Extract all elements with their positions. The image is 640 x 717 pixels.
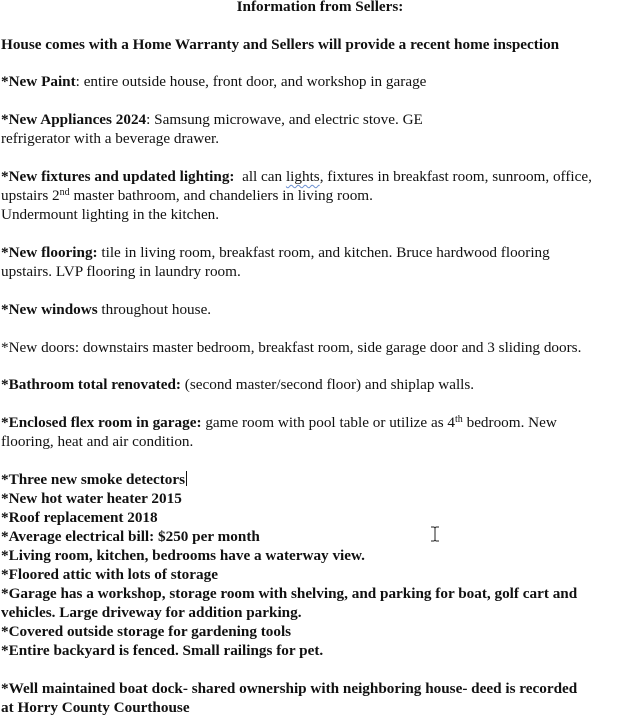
bathroom-line: *Bathroom total renovated: (second master/second floor) and shiplap walls. (1, 376, 475, 393)
dock-line-2: at Horry County Courthouse (1, 699, 190, 716)
bold-list-item: *Floored attic with lots of storage (1, 566, 218, 583)
text-cursor-ibeam-icon (430, 526, 440, 542)
flooring-line-2: upstairs. LVP flooring in laundry room. (1, 263, 241, 280)
bold-list-item: *Three new smoke detectors (1, 471, 186, 488)
doors-line: *New doors: downstairs master bedroom, breakfast room, side garage door and 3 sliding doors. (1, 339, 582, 356)
spellcheck-underline-word: lights (285, 168, 320, 185)
windows-line: *New windows throughout house. (1, 301, 212, 318)
bold-list-item: *Entire backyard is fenced. Small railings for pet. (1, 642, 324, 659)
bold-list-item: *Living room, kitchen, bedrooms have a waterway view. (1, 547, 365, 564)
intro-line: House comes with a Home Warranty and Sellers will provide a recent home inspection (1, 36, 560, 53)
dock-line-1: *Well maintained boat dock- shared ownership with neighboring house- deed is recorded (1, 680, 578, 697)
bold-list-item: *Roof replacement 2018 (1, 509, 158, 526)
bold-list-item: *New hot water heater 2015 (1, 490, 182, 507)
text-caret (186, 471, 187, 486)
fixtures-line-2: upstairs 2nd master bathroom, and chandeliers in living room. (1, 187, 373, 204)
appliances-line-2: refrigerator with a beverage drawer. (1, 130, 219, 147)
bold-list-item: *Average electrical bill: $250 per month (1, 528, 260, 545)
fixtures-line-1: *New fixtures and updated lighting: all can lights, fixtures in breakfast room, sunroom, office, (1, 168, 592, 185)
bold-list-item: *Garage has a workshop, storage room with shelving, and parking for boat, golf cart and (1, 585, 578, 602)
fixtures-line-3: Undermount lighting in the kitchen. (1, 206, 220, 223)
bold-list-item: *Covered outside storage for gardening tools (1, 623, 292, 640)
flooring-line-1: *New flooring: tile in living room, breakfast room, and kitchen. Bruce hardwood flooring (1, 244, 550, 261)
flex-room-line-2: flooring, heat and air condition. (1, 433, 194, 450)
appliances-line-1: *New Appliances 2024: Samsung microwave, and electric stove. GE (1, 111, 423, 128)
flex-room-line-1: *Enclosed flex room in garage: game room with pool table or utilize as 4th bedroom. New (1, 414, 557, 431)
bold-list-item: vehicles. Large driveway for addition parking. (1, 604, 302, 621)
document-title: Information from Sellers: (236, 0, 404, 15)
paint-line: *New Paint: entire outside house, front door, and workshop in garage (1, 73, 427, 90)
